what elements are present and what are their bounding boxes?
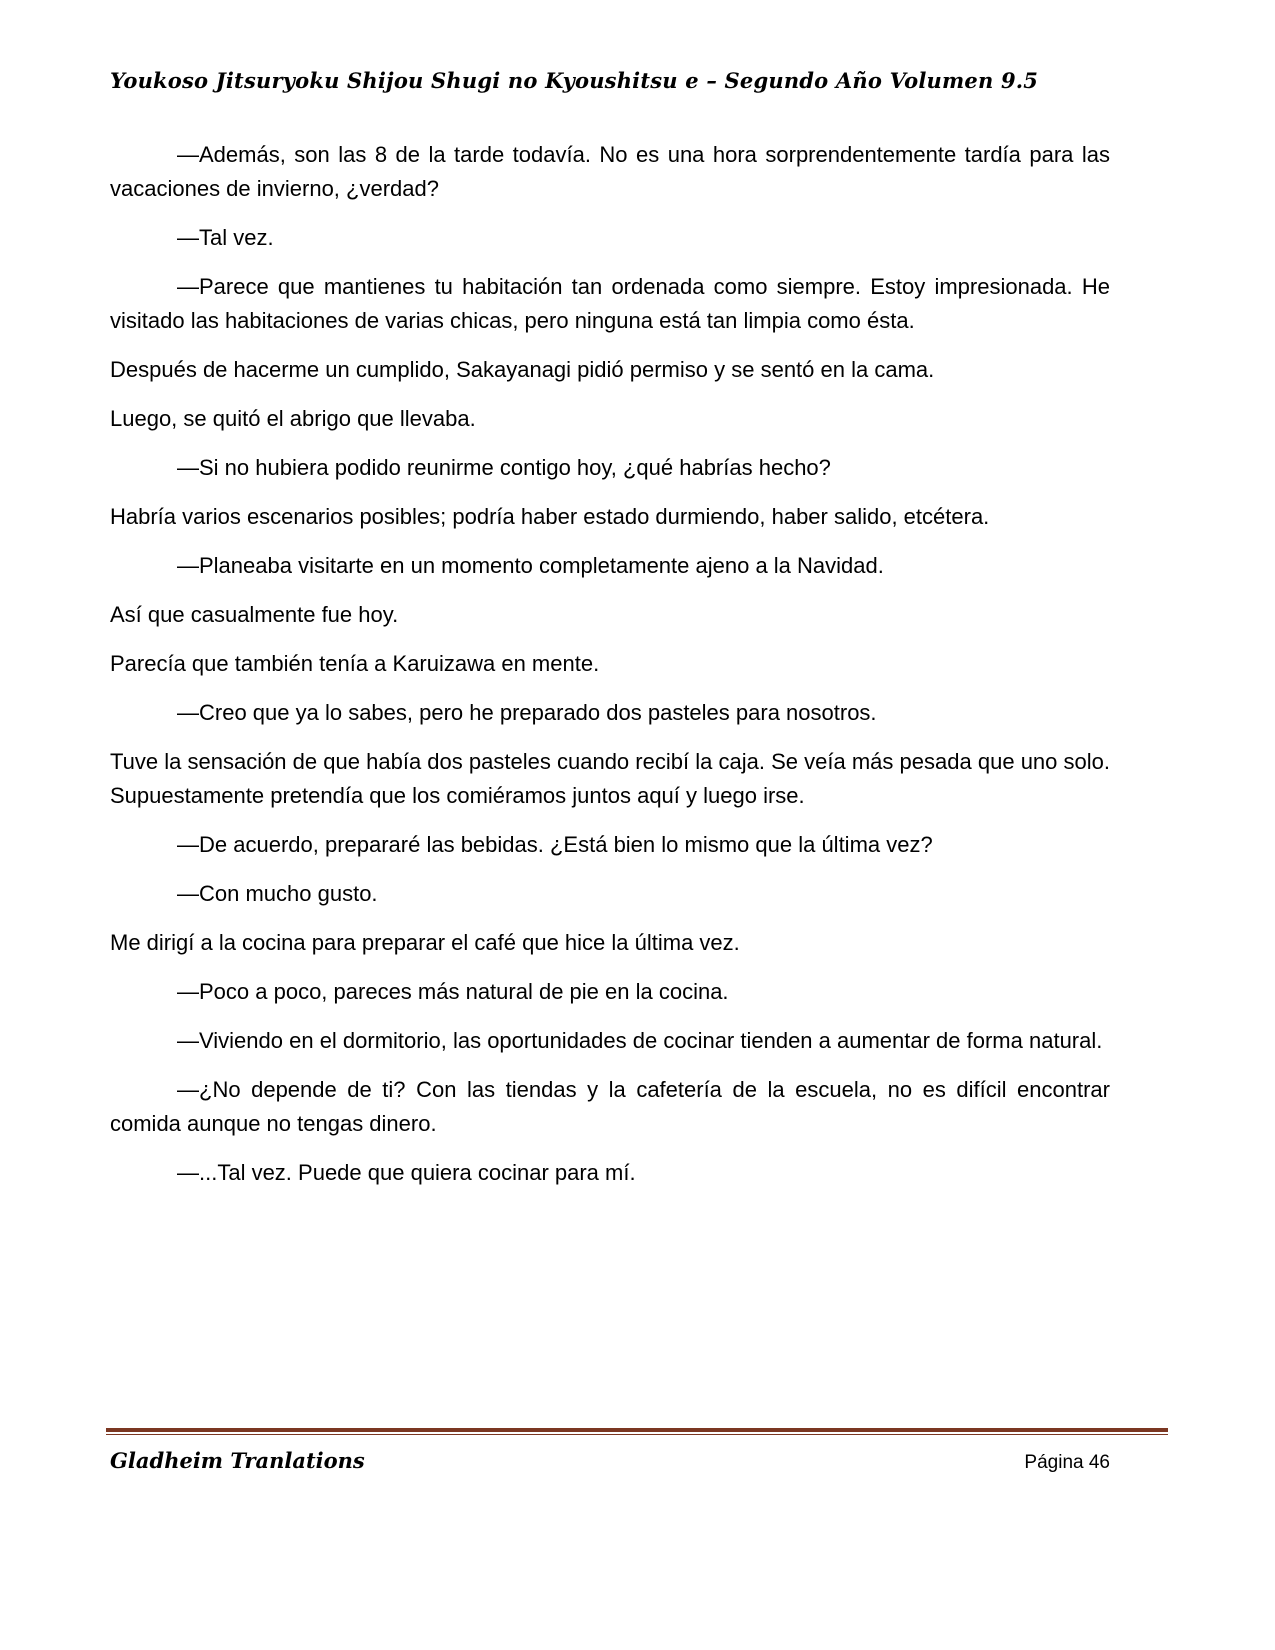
paragraph: —Poco a poco, pareces más natural de pie en la cocina. — [177, 979, 729, 1004]
paragraph: —Parece que mantienes tu habitación tan ordenada como siempre. Estoy impresionada. He visitado las habitaciones de varias chicas, pero ninguna está tan limpia como ésta. — [110, 274, 1110, 333]
paragraph: —Con mucho gusto. — [177, 881, 378, 906]
paragraph: —Creo que ya lo sabes, pero he preparado dos pasteles para nosotros. — [177, 700, 877, 725]
paragraph: —Tal vez. — [177, 225, 274, 250]
paragraph: Parecía que también tenía a Karuizawa en mente. — [110, 651, 600, 676]
paragraph: Me dirigí a la cocina para preparar el café que hice la última vez. — [110, 930, 740, 955]
paragraph: Habría varios escenarios posibles; podría haber estado durmiendo, haber salido, etcétera. — [110, 504, 990, 529]
page-footer — [110, 1448, 1110, 1474]
paragraph: —Si no hubiera podido reunirme contigo hoy, ¿qué habrías hecho? — [177, 455, 831, 480]
paragraph: —¿No depende de ti? Con las tiendas y la cafetería de la escuela, no es difícil encontrar comida aunque no tengas dinero. — [110, 1077, 1110, 1136]
paragraph: —De acuerdo, prepararé las bebidas. ¿Está bien lo mismo que la última vez? — [177, 832, 933, 857]
document-body — [110, 138, 1110, 1205]
paragraph: —Planeaba visitarte en un momento completamente ajeno a la Navidad. — [177, 553, 884, 578]
paragraph: —...Tal vez. Puede que quiera cocinar para mí. — [177, 1160, 636, 1185]
footer-translator-label: Gladheim Tranlations — [110, 1448, 365, 1473]
footer-page-number: Página 46 — [1024, 1452, 1110, 1473]
paragraph: Así que casualmente fue hoy. — [110, 602, 399, 627]
paragraph: Después de hacerme un cumplido, Sakayanagi pidió permiso y se sentó en la cama. — [110, 357, 935, 382]
page-header-title: Youkoso Jitsuryoku Shijou Shugi no Kyoushitsu e – Segundo Año Volumen 9.5 — [110, 68, 1039, 93]
paragraph: —Además, son las 8 de la tarde todavía. No es una hora sorprendentemente tardía para las vacaciones de invierno, ¿verdad? — [110, 142, 1110, 201]
footer-divider — [106, 1428, 1168, 1435]
paragraph: Luego, se quitó el abrigo que llevaba. — [110, 406, 476, 431]
paragraph: Tuve la sensación de que había dos pasteles cuando recibí la caja. Se veía más pesada que uno solo. Supuestamente pretendía que los comiéramos juntos aquí y luego irse. — [110, 749, 1110, 808]
paragraph: —Viviendo en el dormitorio, las oportunidades de cocinar tienden a aumentar de forma natural. — [177, 1028, 1103, 1053]
